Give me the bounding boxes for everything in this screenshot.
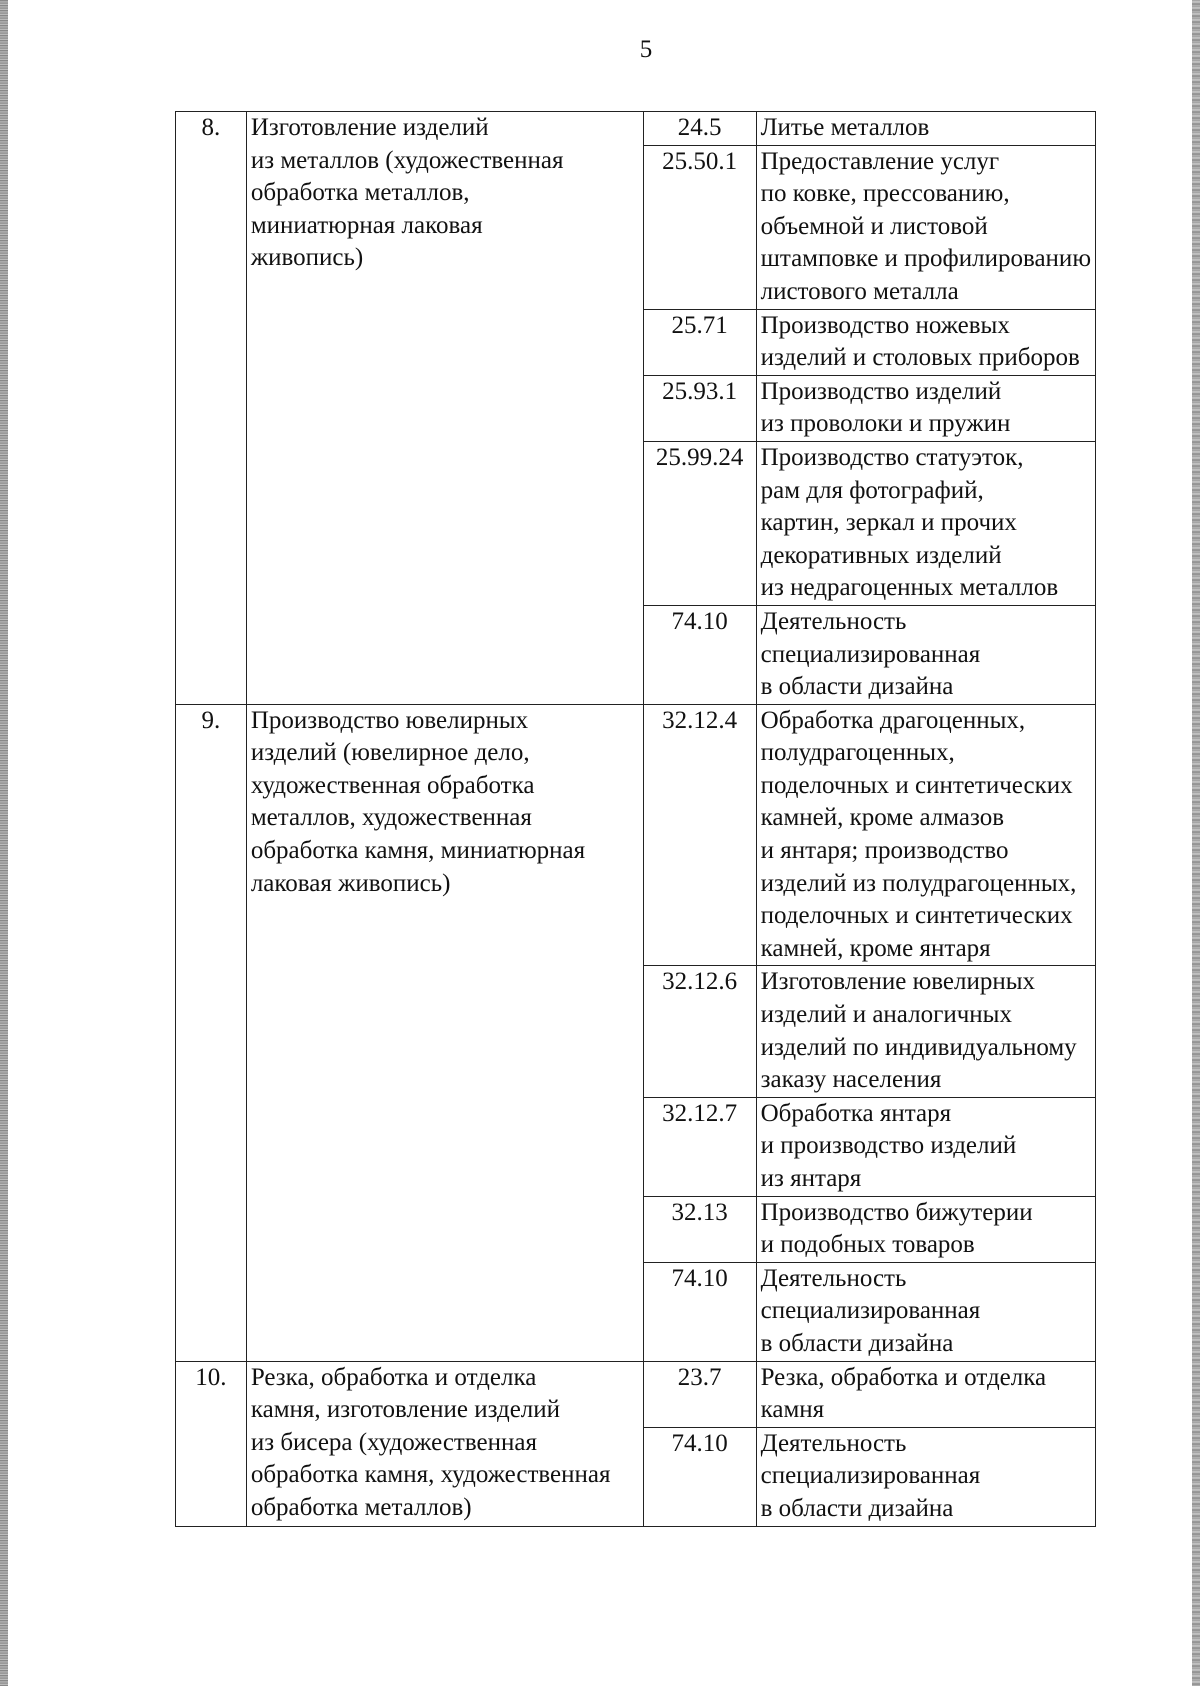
- craft-name: [246, 704, 643, 1361]
- okved-code: 25.93.1: [643, 375, 756, 441]
- okved-description-line: Предоставление услуг: [760, 147, 1000, 175]
- craft-name-line: Производство ювелирных: [250, 706, 529, 734]
- craft-name-line: обработка металлов,: [250, 179, 470, 207]
- okved-description-line: поделочных и синтетических: [760, 771, 1073, 799]
- okved-description: [756, 375, 1095, 441]
- okved-description-line: и подобных товаров: [760, 1231, 975, 1259]
- craft-name-line: металлов, художественная: [250, 804, 532, 832]
- okved-description: [756, 112, 1095, 146]
- okved-description: [756, 1097, 1095, 1196]
- okved-code: 74.10: [643, 1427, 756, 1526]
- okved-description-line: Деятельность: [760, 607, 907, 635]
- okved-description: [756, 1427, 1095, 1526]
- okved-description-line: Обработка янтаря: [760, 1099, 952, 1127]
- okved-description: [756, 309, 1095, 375]
- craft-name-line: из бисера (художественная: [250, 1428, 537, 1456]
- craft-name-line: изделий (ювелирное дело,: [250, 739, 530, 767]
- okved-description-line: по ковке, прессованию,: [760, 180, 1010, 208]
- okved-description-line: картин, зеркал и прочих: [760, 509, 1017, 537]
- okved-description-line: Производство изделий: [760, 377, 1002, 405]
- okved-description-line: камней, кроме алмазов: [760, 804, 1005, 832]
- okved-description-line: в области дизайна: [760, 1329, 954, 1357]
- craft-name-line: камня, изготовление изделий: [250, 1396, 561, 1424]
- craft-name-line: из металлов (художественная: [250, 146, 564, 174]
- okved-description-line: специализированная: [760, 1462, 981, 1490]
- activities-table: [175, 111, 1096, 1527]
- okved-description-line: камней, кроме янтаря: [760, 934, 991, 962]
- okved-description: [756, 1196, 1095, 1262]
- okved-description-line: Обработка драгоценных,: [760, 706, 1026, 734]
- okved-description-line: Производство статуэток,: [760, 443, 1024, 471]
- table-row: [176, 704, 1096, 966]
- okved-code: 32.12.4: [643, 704, 756, 966]
- okved-description-line: Изготовление ювелирных: [760, 968, 1036, 996]
- okved-description-line: объемной и листовой: [760, 212, 988, 240]
- okved-description-line: Производство бижутерии: [760, 1198, 1033, 1226]
- okved-description-line: поделочных и синтетических: [760, 902, 1073, 930]
- okved-description-line: Литье металлов: [760, 114, 930, 141]
- craft-name-line: художественная обработка: [250, 771, 535, 799]
- craft-name-line: обработка металлов): [250, 1493, 472, 1521]
- table-row: [176, 112, 1096, 146]
- okved-description: [756, 966, 1095, 1097]
- activities-table-body: [176, 112, 1096, 1527]
- okved-description-line: штамповке и профилированию: [760, 245, 1091, 273]
- table-row: [176, 1361, 1096, 1427]
- okved-description-line: полудрагоценных,: [760, 739, 955, 767]
- okved-description-line: Производство ножевых: [760, 311, 1010, 339]
- okved-description: [756, 704, 1095, 966]
- scan-edge-right: [1192, 0, 1200, 1686]
- okved-description-line: Резка, обработка и отделка: [760, 1363, 1047, 1391]
- okved-description-line: из янтаря: [760, 1165, 862, 1192]
- okved-description-line: камня: [760, 1396, 825, 1424]
- craft-name-line: Изготовление изделий: [250, 114, 489, 141]
- okved-description-line: изделий по индивидуальному: [760, 1033, 1077, 1061]
- craft-name-line: лаковая живопись): [250, 869, 451, 897]
- okved-description-line: изделий и столовых приборов: [760, 344, 1080, 372]
- okved-description-line: листового металла: [760, 277, 959, 305]
- craft-name: [246, 112, 643, 705]
- craft-name-line: обработка камня, художественная: [250, 1461, 611, 1489]
- okved-description-line: и янтаря; производство: [760, 837, 1009, 865]
- item-number: 8.: [176, 112, 247, 705]
- okved-description-line: специализированная: [760, 1297, 981, 1325]
- craft-name-line: обработка камня, миниатюрная: [250, 837, 586, 865]
- okved-code: 32.13: [643, 1196, 756, 1262]
- okved-description: [756, 605, 1095, 704]
- okved-description-line: в области дизайна: [760, 1494, 954, 1522]
- okved-description-line: из проволоки и пружин: [760, 410, 1011, 438]
- item-number: 10.: [176, 1361, 247, 1526]
- okved-description: [756, 441, 1095, 605]
- okved-code: 74.10: [643, 1262, 756, 1361]
- okved-description-line: заказу населения: [760, 1066, 942, 1094]
- okved-description-line: рам для фотографий,: [760, 476, 984, 504]
- okved-description-line: в области дизайна: [760, 673, 954, 701]
- okved-description-line: из недрагоценных металлов: [760, 574, 1059, 602]
- item-number: 9.: [176, 704, 247, 1361]
- okved-description-line: изделий из полудрагоценных,: [760, 869, 1077, 897]
- okved-code: 74.10: [643, 605, 756, 704]
- okved-code: 32.12.7: [643, 1097, 756, 1196]
- craft-name-line: миниатюрная лаковая: [250, 211, 483, 239]
- okved-code: 23.7: [643, 1361, 756, 1427]
- okved-description-line: Деятельность: [760, 1264, 907, 1292]
- okved-description: [756, 1262, 1095, 1361]
- okved-code: 25.99.24: [643, 441, 756, 605]
- okved-description: [756, 145, 1095, 309]
- scan-edge-left: [0, 0, 8, 1686]
- okved-code: 24.5: [643, 112, 756, 146]
- okved-description-line: изделий и аналогичных: [760, 1001, 1012, 1029]
- okved-description-line: декоративных изделий: [760, 541, 1002, 569]
- okved-description-line: Деятельность: [760, 1429, 907, 1457]
- craft-name-line: живопись): [250, 244, 364, 272]
- page-number: 5: [639, 36, 653, 63]
- okved-description-line: и производство изделий: [760, 1132, 1017, 1160]
- okved-description: [756, 1361, 1095, 1427]
- craft-name: [246, 1361, 643, 1526]
- okved-code: 32.12.6: [643, 966, 756, 1097]
- craft-name-line: Резка, обработка и отделка: [250, 1363, 537, 1391]
- okved-description-line: специализированная: [760, 640, 981, 668]
- okved-code: 25.50.1: [643, 145, 756, 309]
- okved-code: 25.71: [643, 309, 756, 375]
